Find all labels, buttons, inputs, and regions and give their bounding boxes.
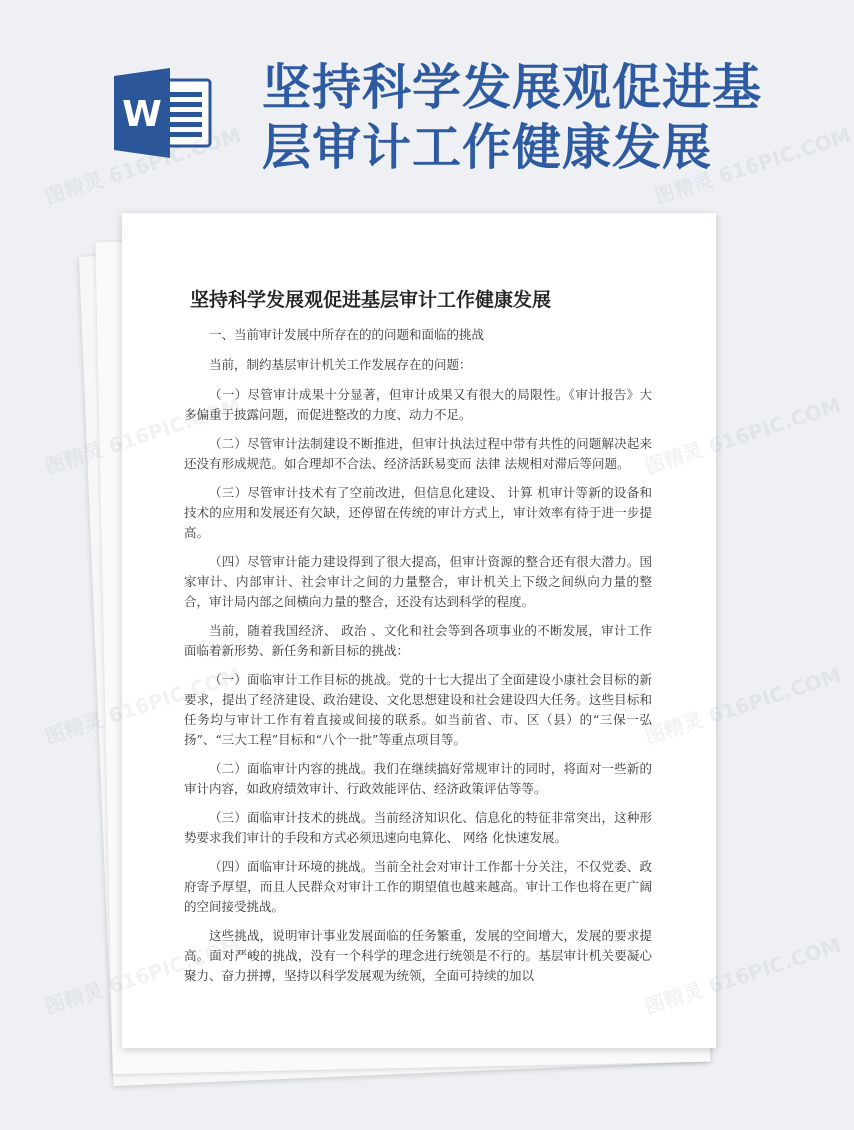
watermark: 图精灵 616PIC.COM	[641, 662, 844, 749]
watermark: 图精灵	[41, 977, 107, 1019]
document-sheet	[122, 213, 716, 1048]
paragraph: 当前，随着我国经济、 政治 、文化和社会等到各项事业的不断发展，审计工作面临着新形势、新任务和新目标的挑战：	[184, 623, 652, 658]
paragraph: （三）尽管审计技术有了空前改进，但信息化建设、 计算 机审计等新的设备和技术的应用和发展还有欠缺，还停留在传统的审计方式上，审计效率有待于进一步提高。	[184, 485, 652, 540]
paragraph: 这些挑战，说明审计事业发展面临的任务繁重，发展的空间增大，发展的要求提高。面对严峻的挑战，没有一个科学的理念进行统领是不行的。基层审计机关要凝心聚力、奋力拼搏，坚持以科学发展观为统领，全面可持续的加以	[184, 928, 652, 983]
watermark: 图精灵	[41, 707, 107, 749]
paragraph: （三）面临审计技术的挑战。当前经济知识化、信息化的特征非常突出，这种形势要求我们审计的手段和方式必须迅速向电算化、 网络 化快速发展。	[184, 810, 652, 845]
page-heading-line-2: 层审计工作健康发展	[262, 119, 713, 176]
watermark: 图精灵 616PIC.COM	[651, 122, 854, 209]
watermark: 图精灵 616PIC.COM	[641, 932, 844, 1019]
page-heading-line-1: 坚持科学发展观促进基	[262, 59, 763, 116]
word-logo-letter: W	[122, 94, 162, 135]
paragraph: （一）面临审计工作目标的挑战。党的十七大提出了全面建设小康社会目标的新要求，提出了经济建设、政治建设、文化思想建设和社会建设四大任务。这些目标和任务均与审计工作有着直接或间接的联系。如当前省、市、区（县）的“三保一弘扬”、“三大工程”目标和“八个一批”等重点项目等。	[184, 672, 652, 747]
watermark: 图精灵 616PIC.COM	[641, 392, 844, 479]
document-body	[184, 325, 652, 995]
document-title: 坚持科学发展观促进基层审计工作健康发展	[190, 289, 552, 311]
watermark: 图精灵 616PIC.COM	[41, 122, 244, 209]
paragraph: （四）尽管审计能力建设得到了很大提高，但审计资源的整合还有很大潜力。国家审计、内部审计、社会审计之间的力量整合，审计机关上下级之间纵向力量的整合，审计局内部之间横向力量的整合，还没有达到科学的程度。	[184, 554, 652, 609]
paragraph: （二）尽管审计法制建设不断推进，但审计执法过程中带有共性的问题解决起来还没有形成规范。如合理却不合法、经济活跃易变而 法律 法规相对滞后等问题。	[184, 436, 652, 471]
paragraph: （一）尽管审计成果十分显著，但审计成果又有很大的局限性。《审计报告》大多偏重于披露问题，而促进整改的力度、动力不足。	[184, 387, 652, 422]
section-heading: 一、当前审计发展中所存在的的问题和面临的挑战	[209, 327, 485, 342]
paragraph: （四）面临审计环境的挑战。当前全社会对审计工作都十分关注，不仅党委、政府寄予厚望，而且人民群众对审计工作的期望值也越来越高。审计工作也将在更广阔的空间接受挑战。	[184, 859, 652, 914]
word-document-icon	[114, 68, 214, 158]
watermark: 图精灵	[41, 437, 107, 479]
paragraph: （二）面临审计内容的挑战。我们在继续搞好常规审计的同时，将面对一些新的审计内容，如政府绩效审计、行政效能评估、经济政策评估等等。	[184, 761, 652, 796]
paragraph: 当前，制约基层审计机关工作发展存在的问题：	[209, 357, 472, 372]
page-heading	[262, 58, 782, 178]
